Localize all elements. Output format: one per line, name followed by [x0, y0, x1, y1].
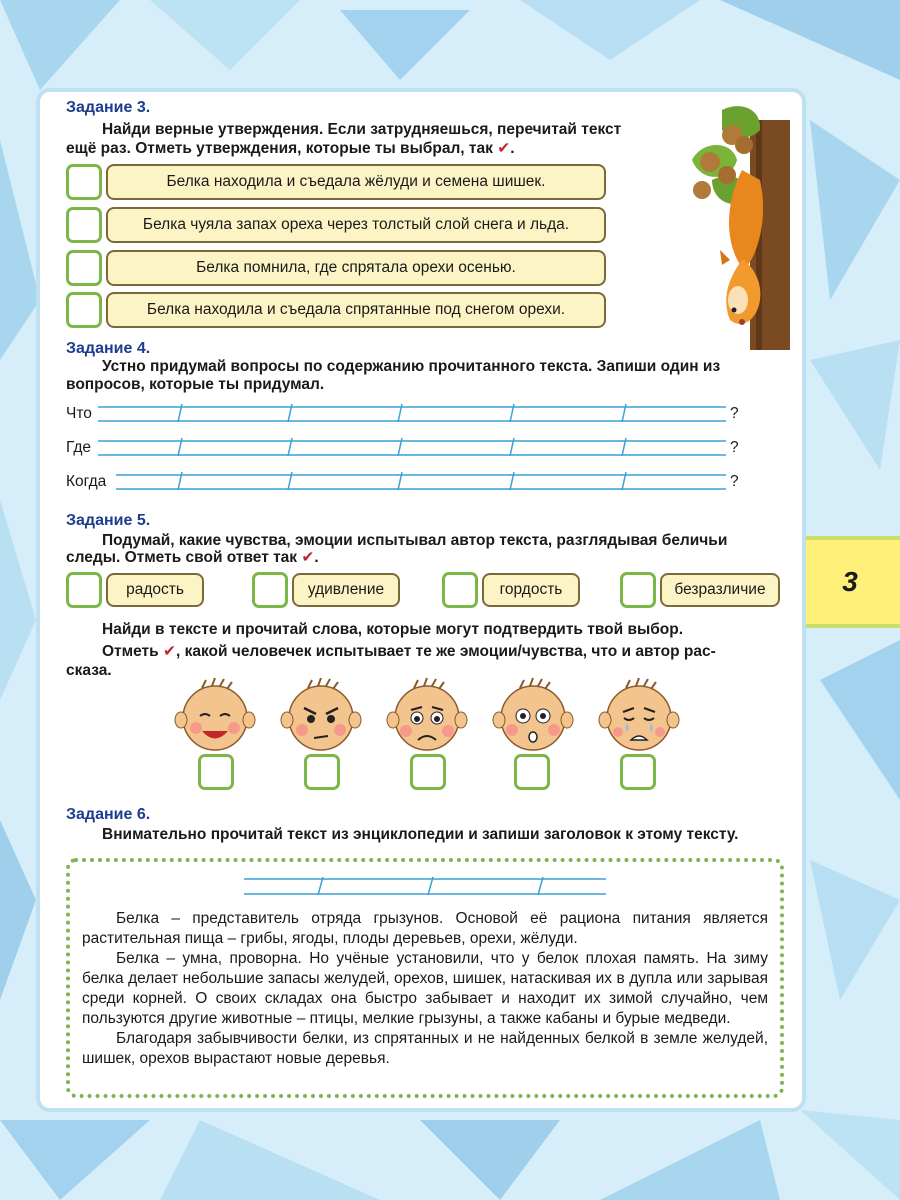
task6-instruction: Внимательно прочитай текст из энциклопедии и запиши заголовок к этому тексту. — [102, 826, 739, 843]
task5-mark-line1 — [102, 642, 792, 661]
question-label-when: Когда — [66, 473, 107, 490]
task5-mark-rest: , какой человечек испытывает те же эмоции/чувства, что и автор рас- — [175, 643, 716, 660]
squirrel-illustration — [682, 100, 790, 350]
crying-face-icon — [596, 676, 682, 756]
question-mark-when: ? — [730, 473, 739, 490]
emotion-option-1: радость — [106, 573, 204, 607]
page-number: 3 — [842, 566, 858, 597]
statement-checkbox-2[interactable] — [66, 207, 102, 243]
encyclopedia-paragraph-3: Благодаря забывчивости белки, из спрятанных и не найденных белкой в земле желудей, шишек, орехов вырастают новые деревья. — [82, 1030, 768, 1067]
checkmark-icon: ✔ — [162, 643, 176, 660]
statement-4: Белка находила и съедала спрятанные под снегом орехи. — [106, 292, 606, 328]
task5-title: Задание 5. — [66, 512, 151, 529]
happy-face-icon — [172, 676, 258, 756]
statement-checkbox-4[interactable] — [66, 292, 102, 328]
task5-instruction-line2-text: следы. Отметь свой ответ так — [66, 549, 298, 566]
face-checkbox-5[interactable] — [620, 754, 656, 790]
task3-instruction-line2: ещё раз. Отметь утверждения, которые ты выбрал, так ✔. — [66, 140, 515, 157]
emotion-checkbox-2[interactable] — [252, 572, 288, 608]
task5-mark-prefix: Отметь — [102, 643, 159, 660]
task5-instruction-line2: следы. Отметь свой ответ так ✔. — [66, 549, 319, 566]
encyclopedia-paragraph-2: Белка – умна, проворна. Но учёные установили, что у белок плохая память. На зиму белка делает небольшие запасы желудей, орехов, шишек, натаскивая их в дупла или зарывая среди корней. О своих складах она быстро забывает и находит их зимой случайно, чем пользуются другие животные – птицы, мелкие грызуны, а также кабаны и бурые медведи. — [82, 950, 768, 1027]
question-label-what: Что — [66, 405, 92, 422]
task4-title: Задание 4. — [66, 340, 151, 357]
statement-checkbox-3[interactable] — [66, 250, 102, 286]
task4-instruction-line1: Устно придумай вопросы по содержанию прочитанного текста. Запиши один из — [102, 358, 721, 375]
task5-mark-line2: сказа. — [66, 662, 112, 679]
checkmark-icon: ✔ — [301, 549, 315, 566]
face-checkbox-4[interactable] — [514, 754, 550, 790]
emotion-option-4: безразличие — [660, 573, 780, 607]
answer-line-when[interactable] — [116, 470, 726, 492]
face-checkbox-3[interactable] — [410, 754, 446, 790]
face-checkbox-1[interactable] — [198, 754, 234, 790]
face-checkbox-2[interactable] — [304, 754, 340, 790]
checkmark-icon: ✔ — [497, 140, 511, 157]
title-answer-line[interactable] — [244, 874, 606, 898]
statement-3: Белка помнила, где спрятала орехи осенью. — [106, 250, 606, 286]
statement-checkbox-1[interactable] — [66, 164, 102, 200]
question-mark-what: ? — [730, 405, 739, 422]
task6-title: Задание 6. — [66, 806, 151, 823]
task5-find-text: Найди в тексте и прочитай слова, которые могут подтвердить твой выбор. — [102, 621, 684, 638]
task3-title: Задание 3. — [66, 99, 151, 116]
answer-line-where[interactable] — [98, 436, 726, 458]
answer-line-what[interactable] — [98, 402, 726, 424]
emotion-checkbox-3[interactable] — [442, 572, 478, 608]
task3-instruction-line1: Найди верные утверждения. Если затрудняешься, перечитай текст — [102, 121, 622, 138]
emotion-option-2: удивление — [292, 573, 400, 607]
sad-face-icon — [384, 676, 470, 756]
task3-instruction-line2-text: ещё раз. Отметь утверждения, которые ты выбрал, так — [66, 140, 493, 157]
statement-2: Белка чуяла запах ореха через толстый слой снега и льда. — [106, 207, 606, 243]
angry-face-icon — [278, 676, 364, 756]
task4-instruction-line2: вопросов, которые ты придумал. — [66, 376, 325, 393]
encyclopedia-paragraph-1: Белка – представитель отряда грызунов. Основой её рациона питания является растительная пища – грибы, ягоды, плоды деревьев, орехи, жёлуди. — [82, 910, 768, 947]
page-number-tab — [800, 536, 900, 628]
task5-instruction-line1: Подумай, какие чувства, эмоции испытывал автор текста, разглядывая беличьи — [102, 532, 728, 549]
emotion-checkbox-1[interactable] — [66, 572, 102, 608]
emotion-checkbox-4[interactable] — [620, 572, 656, 608]
encyclopedia-text — [82, 909, 768, 1069]
statement-1: Белка находила и съедала жёлуди и семена шишек. — [106, 164, 606, 200]
surprised-face-icon — [490, 676, 576, 756]
question-label-where: Где — [66, 439, 92, 456]
emotion-option-3: гордость — [482, 573, 580, 607]
question-mark-where: ? — [730, 439, 739, 456]
